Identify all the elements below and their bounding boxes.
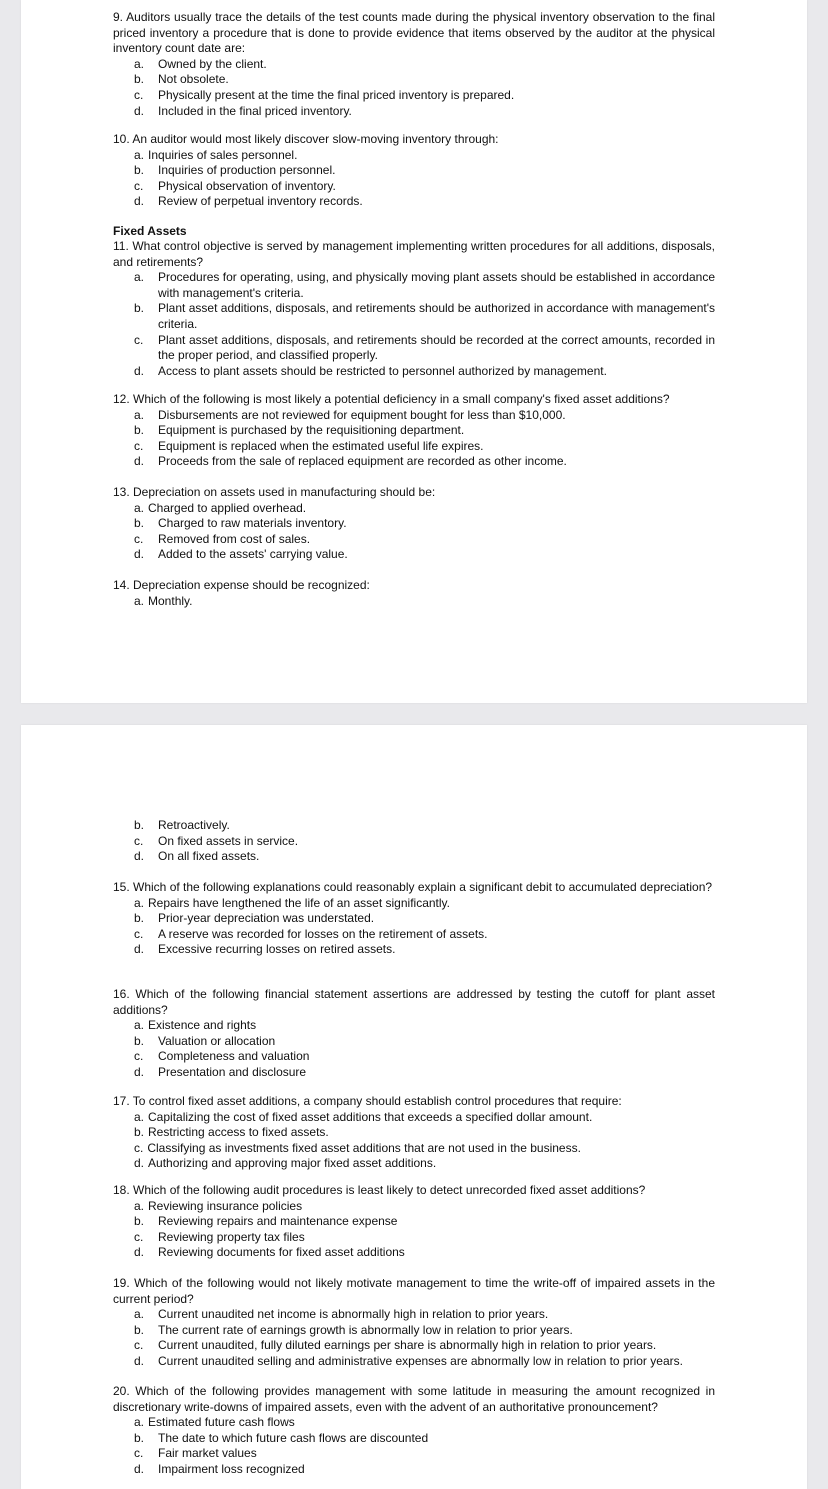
answer-option: d. Current unaudited selling and administrative expenses are abnormally low in relation to prior years. bbox=[134, 1353, 683, 1368]
answer-option: c. Current unaudited, fully diluted earnings per share is abnormally high in relation to prior years. bbox=[134, 1338, 657, 1353]
answer-option: d. Included in the final priced inventory. bbox=[134, 103, 352, 118]
question-stem: 14. Depreciation expense should be recognized: bbox=[113, 578, 370, 592]
question-11 bbox=[113, 239, 715, 379]
question-14-continued bbox=[113, 818, 715, 865]
question-stem: 13. Depreciation on assets used in manufacturing should be: bbox=[113, 485, 436, 499]
answer-option: c. Reviewing property tax files bbox=[134, 1229, 305, 1244]
answer-option: c. Physically present at the time the final priced inventory is prepared. bbox=[134, 87, 515, 102]
answer-option: a. Capitalizing the cost of fixed asset additions that exceeds a specified dollar amount. bbox=[134, 1109, 593, 1124]
answer-option: a. Current unaudited net income is abnormally high in relation to prior years. bbox=[134, 1307, 549, 1322]
answer-option: b. The current rate of earnings growth is abnormally low in relation to prior years. bbox=[134, 1322, 573, 1337]
answer-option: b. Retroactively. bbox=[134, 818, 230, 832]
answer-option: a. Charged to applied overhead. bbox=[134, 500, 307, 515]
answer-option: d. Added to the assets' carrying value. bbox=[134, 547, 348, 562]
question-10 bbox=[113, 132, 715, 210]
answer-option: a. Reviewing insurance policies bbox=[134, 1198, 303, 1213]
answer-option: b. The date to which future cash flows are discounted bbox=[134, 1430, 429, 1445]
answer-option: b. Valuation or allocation bbox=[134, 1033, 276, 1048]
answer-option: d. Impairment loss recognized bbox=[134, 1461, 305, 1476]
question-stem: 15. Which of the following explanations could reasonably explain a significant debit to accumulated depreciation? bbox=[113, 880, 713, 894]
answer-option: b. Reviewing repairs and maintenance expense bbox=[134, 1214, 398, 1229]
answer-option: a. Owned by the client. bbox=[134, 56, 267, 71]
answer-option: d. Presentation and disclosure bbox=[134, 1064, 307, 1079]
answer-option: c. Classifying as investments fixed asset additions that are not used in the business. bbox=[134, 1140, 581, 1155]
answer-option: a. Disbursements are not reviewed for equipment bought for less than $10,000. bbox=[134, 407, 566, 422]
answer-option: c. Plant asset additions, disposals, and retirements should be recorded at the correct amounts, recorded in the proper period, and classified properly. bbox=[134, 332, 715, 363]
question-stem: 11. What control objective is served by management implementing written procedures for all additions, disposals, and retirements? bbox=[113, 239, 715, 269]
question-stem: 18. Which of the following audit procedures is least likely to detect unrecorded fixed asset additions? bbox=[113, 1183, 646, 1197]
answer-option: d. Excessive recurring losses on retired assets. bbox=[134, 942, 396, 957]
answer-option: b. Not obsolete. bbox=[134, 72, 229, 87]
question-stem: 20. Which of the following provides management with some latitude in measuring the amount recognized in discretionary write-downs of impaired assets, even with the advent of an authoritative pronouncement? bbox=[113, 1384, 715, 1414]
answer-option: a. Monthly. bbox=[134, 593, 193, 608]
answer-option: b. Inquiries of production personnel. bbox=[134, 163, 336, 178]
question-9 bbox=[113, 10, 715, 119]
question-12 bbox=[113, 392, 715, 470]
answer-option: b. Charged to raw materials inventory. bbox=[134, 516, 347, 531]
answer-option: a. Inquiries of sales personnel. bbox=[134, 147, 298, 162]
answer-option: c. Removed from cost of sales. bbox=[134, 531, 311, 546]
question-20 bbox=[113, 1384, 715, 1478]
answer-option: d. Access to plant assets should be restricted to personnel authorized by management. bbox=[134, 363, 607, 378]
question-17 bbox=[113, 1094, 715, 1172]
answer-option: a. Estimated future cash flows bbox=[134, 1415, 295, 1430]
answer-option: a. Existence and rights bbox=[134, 1018, 257, 1033]
section-heading: Fixed Assets bbox=[113, 224, 187, 238]
answer-option: c. Equipment is replaced when the estimated useful life expires. bbox=[134, 438, 484, 453]
answer-option: c. Physical observation of inventory. bbox=[134, 178, 336, 193]
question-stem: 9. Auditors usually trace the details of the test counts made during the physical inventory observation to the final priced inventory a procedure that is done to provide evidence that items observed by the auditor at the physical inventory count date are: bbox=[113, 10, 715, 56]
answer-option: d. Review of perpetual inventory records. bbox=[134, 194, 363, 209]
question-19 bbox=[113, 1276, 715, 1370]
answer-option: d. On all fixed assets. bbox=[134, 849, 260, 864]
question-13 bbox=[113, 485, 715, 563]
question-stem: 10. An auditor would most likely discover slow-moving inventory through: bbox=[113, 132, 499, 146]
answer-option: b. Prior-year depreciation was understated. bbox=[134, 911, 375, 926]
answer-option: b. Plant asset additions, disposals, and retirements should be authorized in accordance with management's criteria. bbox=[134, 301, 715, 331]
answer-option: d. Reviewing documents for fixed asset additions bbox=[134, 1245, 405, 1260]
question-15 bbox=[113, 880, 715, 958]
answer-option: d. Proceeds from the sale of replaced equipment are recorded as other income. bbox=[134, 454, 567, 469]
question-stem: 19. Which of the following would not likely motivate management to time the write-off of impaired assets in the current period? bbox=[113, 1276, 715, 1306]
question-18 bbox=[113, 1183, 715, 1261]
answer-option: d. Authorizing and approving major fixed asset additions. bbox=[134, 1156, 437, 1171]
question-14 bbox=[113, 578, 715, 609]
answer-option: c. Completeness and valuation bbox=[134, 1049, 310, 1064]
answer-option: c. On fixed assets in service. bbox=[134, 833, 299, 848]
answer-option: b. Equipment is purchased by the requisitioning department. bbox=[134, 423, 465, 438]
question-stem: 17. To control fixed asset additions, a company should establish control procedures that require: bbox=[113, 1094, 622, 1108]
answer-option: c. Fair market values bbox=[134, 1446, 257, 1461]
answer-option: b. Restricting access to fixed assets. bbox=[134, 1125, 329, 1140]
answer-option: a. Procedures for operating, using, and physically moving plant assets should be established in accordance with management's criteria. bbox=[134, 270, 715, 300]
question-16 bbox=[113, 987, 715, 1081]
question-stem: 12. Which of the following is most likely a potential deficiency in a small company's fixed asset additions? bbox=[113, 392, 670, 406]
question-stem: 16. Which of the following financial statement assertions are addressed by testing the cutoff for plant asset additions? bbox=[113, 987, 715, 1017]
answer-option: c. A reserve was recorded for losses on the retirement of assets. bbox=[134, 926, 488, 941]
answer-option: a. Repairs have lengthened the life of an asset significantly. bbox=[134, 895, 450, 910]
